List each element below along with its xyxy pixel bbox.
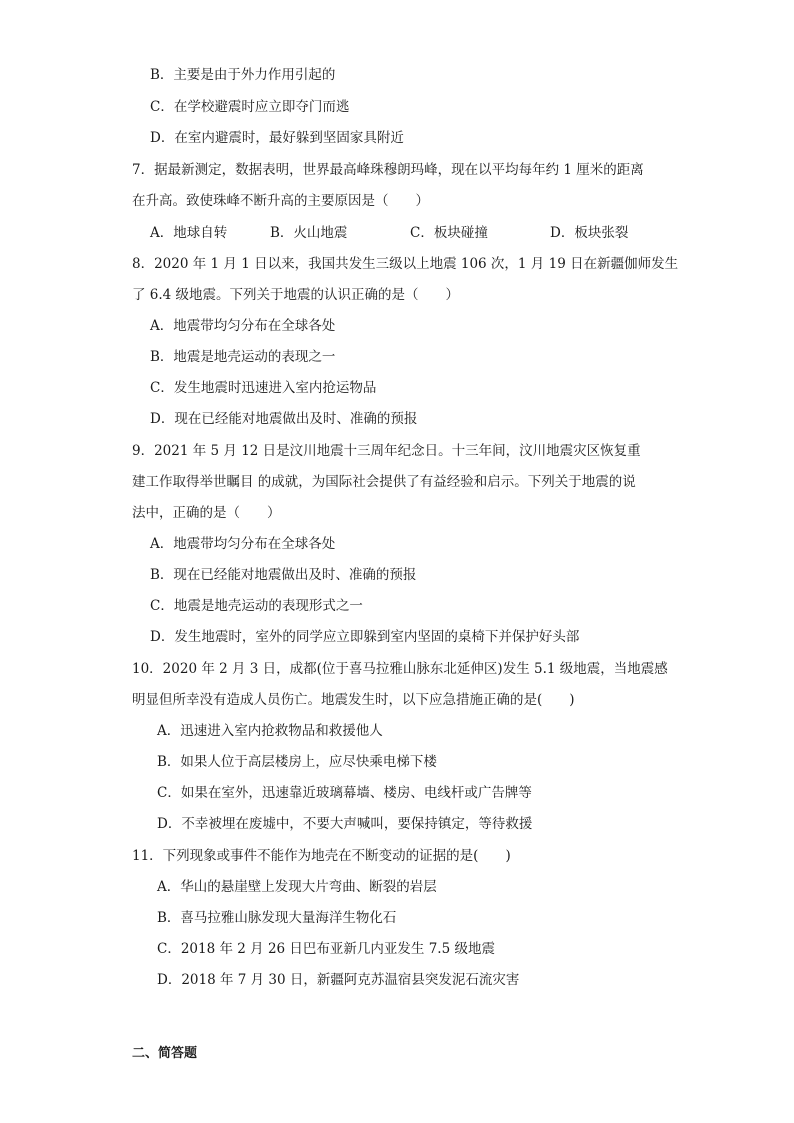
q7-options-row <box>150 224 628 242</box>
q10-stem-line2: 明显但所幸没有造成人员伤亡。地震发生时，以下应急措施正确的是( ) <box>132 692 575 708</box>
q10-option-d: D．不幸被埋在废墟中，不要大声喊叫，要保持镇定，等待救援 <box>157 816 533 832</box>
section-title-short-answer: 二、简答题 <box>132 1046 198 1061</box>
q11-option-d: D．2018 年 7 月 30 日，新疆阿克苏温宿县突发泥石流灾害 <box>157 972 520 988</box>
q6-option-c: C．在学校避震时应立即夺门而逃 <box>150 99 350 115</box>
q8-option-c: C．发生地震时迅速进入室内抢运物品 <box>150 380 377 396</box>
q6-option-b: B．主要是由于外力作用引起的 <box>150 67 336 83</box>
q8-option-d: D．现在已经能对地震做出及时、准确的预报 <box>150 411 418 427</box>
q9-stem-line2: 建工作取得举世瞩目 的成就，为国际社会提供了有益经验和启示。下列关于地震的说 <box>132 474 636 490</box>
q7-option-a: A．地球自转 <box>150 225 228 241</box>
q7-stem-line1: 7．据最新测定，数据表明，世界最高峰珠穆朗玛峰，现在以平均每年约 1 厘米的距离 <box>132 162 644 178</box>
q8-stem-line1: 8．2020 年 1 月 1 日以来，我国共发生三级以上地震 106 次，1 月 19 日在新疆伽师发生 <box>132 256 679 272</box>
q11-option-c: C．2018 年 2 月 26 日巴布亚新几内亚发生 7.5 级地震 <box>157 941 495 957</box>
q10-stem-line1: 10．2020 年 2 月 3 日，成都(位于喜马拉雅山脉东北延伸区)发生 5.1 级地震，当地震感 <box>132 661 668 677</box>
q11-stem-line1: 11．下列现象或事件不能作为地壳在不断变动的证据的是( ) <box>132 848 511 864</box>
q7-option-b: B．火山地震 <box>270 225 348 241</box>
q7-option-c: C．板块碰撞 <box>410 225 488 241</box>
q10-option-a: A．迅速进入室内抢救物品和救援他人 <box>157 723 383 739</box>
q7-option-d: D．板块张裂 <box>550 225 629 241</box>
q7-stem-line2: 在升高。致使珠峰不断升高的主要原因是（ ） <box>132 193 429 209</box>
q8-stem-line2: 了 6.4 级地震。下列关于地震的认识正确的是（ ） <box>132 287 460 303</box>
q9-stem-line3: 法中，正确的是（ ） <box>132 505 281 521</box>
q10-option-c: C．如果在室外，迅速靠近玻璃幕墙、楼房、电线杆或广告牌等 <box>157 785 532 801</box>
q9-option-c: C．地震是地壳运动的表现形式之一 <box>150 598 363 614</box>
q11-option-b: B．喜马拉雅山脉发现大量海洋生物化石 <box>157 910 397 926</box>
q9-stem-line1: 9．2021 年 5 月 12 日是汶川地震十三周年纪念日。十三年间，汶川地震灾区恢复重 <box>132 443 641 459</box>
q6-option-d: D．在室内避震时，最好躲到坚固家具附近 <box>150 130 404 146</box>
q10-option-b: B．如果人位于高层楼房上，应尽快乘电梯下楼 <box>157 754 437 770</box>
q9-option-b: B．现在已经能对地震做出及时、准确的预报 <box>150 567 417 583</box>
q9-option-a: A．地震带均匀分布在全球各处 <box>150 536 336 552</box>
q9-option-d: D．发生地震时，室外的同学应立即躲到室内坚固的桌椅下并保护好头部 <box>150 629 580 645</box>
q8-option-b: B．地震是地壳运动的表现之一 <box>150 349 336 365</box>
q8-option-a: A．地震带均匀分布在全球各处 <box>150 318 336 334</box>
q11-option-a: A．华山的悬崖壁上发现大片弯曲、断裂的岩层 <box>157 879 437 895</box>
